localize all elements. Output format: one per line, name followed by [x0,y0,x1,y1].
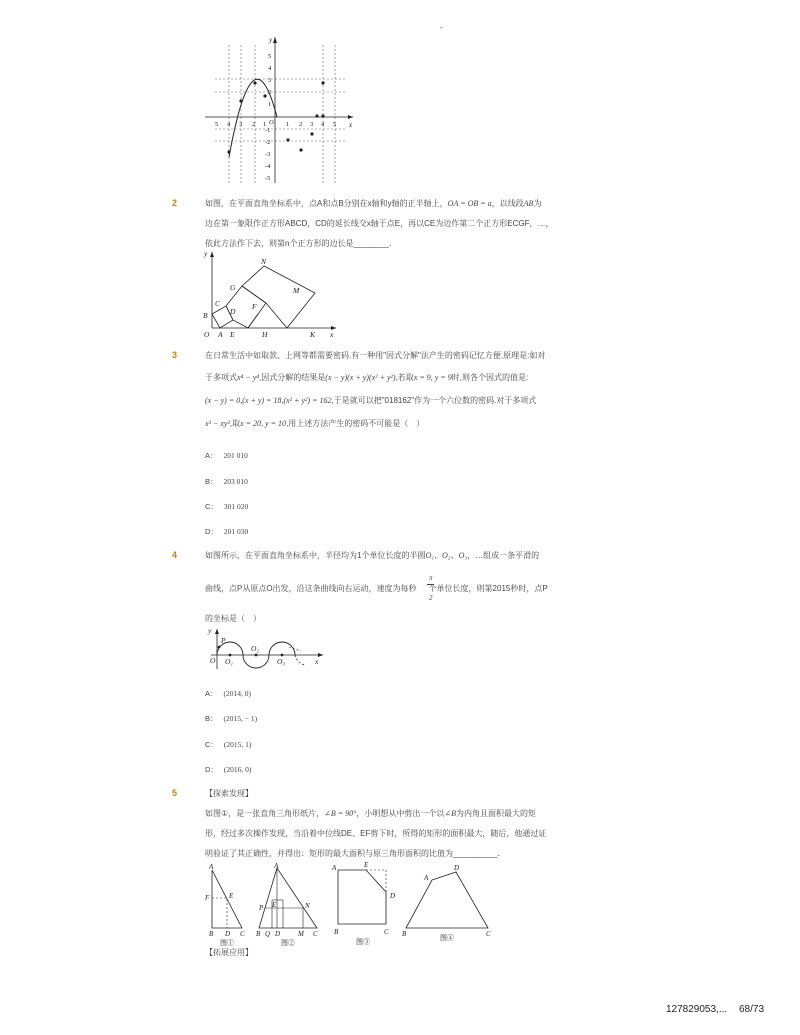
question-5-line-2: 形，经过多次操作发现，当沿着中位线DE、EF剪下时，所得的矩形的面积最大，随后，他通过证 [205,829,547,838]
svg-text:x: x [315,657,319,666]
question-5-tag-extend: 【拓展应用】 [205,948,253,957]
question-3-number: 3 [172,350,178,360]
svg-text:B: B [402,930,407,938]
svg-text:Q: Q [265,930,271,938]
svg-text:D: D [275,930,281,938]
svg-text:O: O [269,119,274,126]
svg-text:2: 2 [252,121,256,128]
svg-text:图①: 图① [220,939,234,947]
footer-doc-id: 127829053,... [666,1004,728,1015]
svg-text:C: C [313,930,318,938]
question-3-line-1: 在日常生活中如取款、上网等都需要密码.有一种用"因式分解"法产生的密码记忆方便.原理是:如对 [205,351,546,360]
svg-text:5: 5 [215,121,219,128]
svg-text:C: C [486,930,491,938]
svg-text:B: B [209,930,214,938]
question-4-number: 4 [172,550,178,560]
svg-text:4: 4 [227,121,231,128]
svg-text:图④: 图④ [440,934,454,942]
svg-text:y: y [269,36,273,44]
svg-text:4: 4 [268,65,272,72]
svg-text:5: 5 [268,53,272,60]
question-2-line-1: 如图，在平面直角坐标系中，点A和点B分别在x轴和y轴的正半轴上，OA = OB = a，以线段AB为 [205,199,542,208]
svg-text:A: A [332,864,337,872]
question-5-figure-4 [400,862,500,947]
svg-text:A: A [209,863,214,871]
svg-text:3: 3 [239,121,243,128]
question-5-number: 5 [172,788,178,798]
question-4-option-c[interactable]: C： (2015, 1) [205,740,252,749]
question-4-option-a[interactable]: A： (2014, 0) [205,689,252,698]
svg-text:C: C [215,299,221,308]
question-3-line-2: 于多项式x⁴ − y⁴,因式分解的结果是(x − y)(x + y)(x² + y²),若取x = 9, y = 9时,则各个因式的值是: [205,373,529,382]
svg-text:H: H [262,330,268,338]
question-5-tag-explore: 【探索发现】 [205,789,253,798]
svg-text:1: 1 [268,101,272,108]
question-4-line-2: 曲线，点P从原点O出发，沿这条曲线向右运动，速度为每秒 个单位长度，则第2015秒时，点P [205,584,548,593]
svg-text:3: 3 [268,77,272,84]
question-5-figure-1 [200,862,255,947]
svg-text:A: A [424,874,429,882]
question-4-figure [205,625,325,670]
svg-text:x: x [330,330,334,338]
question-4-option-b[interactable]: B： (2015, − 1) [205,714,258,723]
svg-text:D: D [230,307,236,316]
question-5-figure-3 [328,862,403,947]
svg-text:-3: -3 [265,151,271,158]
svg-text:P: P [221,636,226,645]
svg-text:P: P [259,904,264,912]
svg-text:C: C [240,930,245,938]
svg-text:E: E [230,330,235,338]
svg-text:图③: 图③ [356,938,370,946]
svg-text:1: 1 [286,121,290,128]
svg-text:K: K [310,330,316,338]
svg-text:D: D [454,864,460,872]
question-5-line-3: 明验证了其正确性，并得出：矩形的最大面积与原三角形面积的比值为__________． [205,849,506,858]
svg-text:D: D [390,892,396,900]
question-4-fraction-denominator: 2 [429,594,433,602]
question-3-line-3: (x − y) = 0,(x + y) = 18,(x² + y²) = 162,于是就可以把"018162"作为一个六位数的密码.对于多项式 [205,396,537,405]
svg-text:M: M [293,286,300,295]
figure-1-graph [205,35,355,185]
question-2-line-2: 边在第一象限作正方形ABCD，CD的延长线交x轴于点E，再以CE为边作第二个正方形ECGF，…， [205,219,554,228]
svg-text:E: E [272,901,277,909]
svg-text:x: x [349,121,353,129]
svg-text:B: B [203,311,208,320]
header-mark: - [440,23,443,32]
question-3-option-c[interactable]: C： 301 020 [205,502,249,511]
svg-text:2: 2 [268,89,272,96]
question-3-option-b[interactable]: B： 203 010 [205,477,248,486]
svg-text:F: F [205,894,210,902]
svg-text:A: A [218,330,223,338]
svg-text:-5: -5 [265,175,271,182]
svg-text:y: y [208,626,212,635]
svg-text:N: N [305,902,310,910]
svg-text:D: D [225,930,231,938]
question-5-figure-2 [255,862,325,947]
question-2-line-3: 依此方法作下去，则第n个正方形的边长是________． [205,239,398,248]
question-4-fraction-numerator: π [429,574,433,582]
svg-text:C: C [384,928,389,936]
svg-text:G: G [230,283,236,292]
svg-text:3: 3 [310,121,314,128]
question-5-line-1: 如图①，是一张直角三角形纸片，∠B = 90°，小明想从中剪出一个以∠B为内角且面积最大的矩 [205,809,536,818]
svg-text:E: E [364,862,369,869]
svg-text:-1: -1 [265,127,271,134]
footer-page-number: 68/73 [739,1004,765,1015]
question-3-option-d[interactable]: D： 201 030 [205,527,249,536]
question-3-option-a[interactable]: A： 201 010 [205,451,248,460]
question-4-line-1: 如图所示，在平面直角坐标系中，半径均为1个单位长度的半圆O₁、O₂、O₃，…组成一条平滑的 [205,551,540,560]
svg-text:O₂: O₂ [251,644,260,653]
svg-text:A: A [274,862,279,870]
svg-text:图②: 图② [281,939,295,947]
question-2-number: 2 [172,198,178,208]
svg-text:N: N [261,257,267,266]
question-4-option-d[interactable]: D： (2016, 0) [205,765,252,774]
svg-text:-4: -4 [265,163,271,170]
svg-text:M: M [298,930,304,938]
svg-text:5: 5 [333,121,337,128]
svg-text:4: 4 [321,121,325,128]
svg-text:y: y [204,249,208,258]
svg-text:B: B [334,928,339,936]
svg-text:O: O [210,656,216,665]
svg-text:B: B [256,930,261,938]
question-3-line-4: x³ − xy²,取x = 20, y = 10,用上述方法产生的密码不可能是（ ） [205,419,425,428]
question-4-line-3: 的坐标是（ ） [205,614,261,623]
svg-text:-2: -2 [265,139,271,146]
svg-text:1: 1 [263,121,267,128]
svg-text:2: 2 [299,121,303,128]
svg-text:O₁: O₁ [225,657,234,666]
svg-text:F: F [252,302,257,311]
svg-text:O: O [204,330,210,338]
svg-text:E: E [229,892,234,900]
svg-text:O₃: O₃ [277,657,286,666]
question-2-figure [200,248,340,338]
